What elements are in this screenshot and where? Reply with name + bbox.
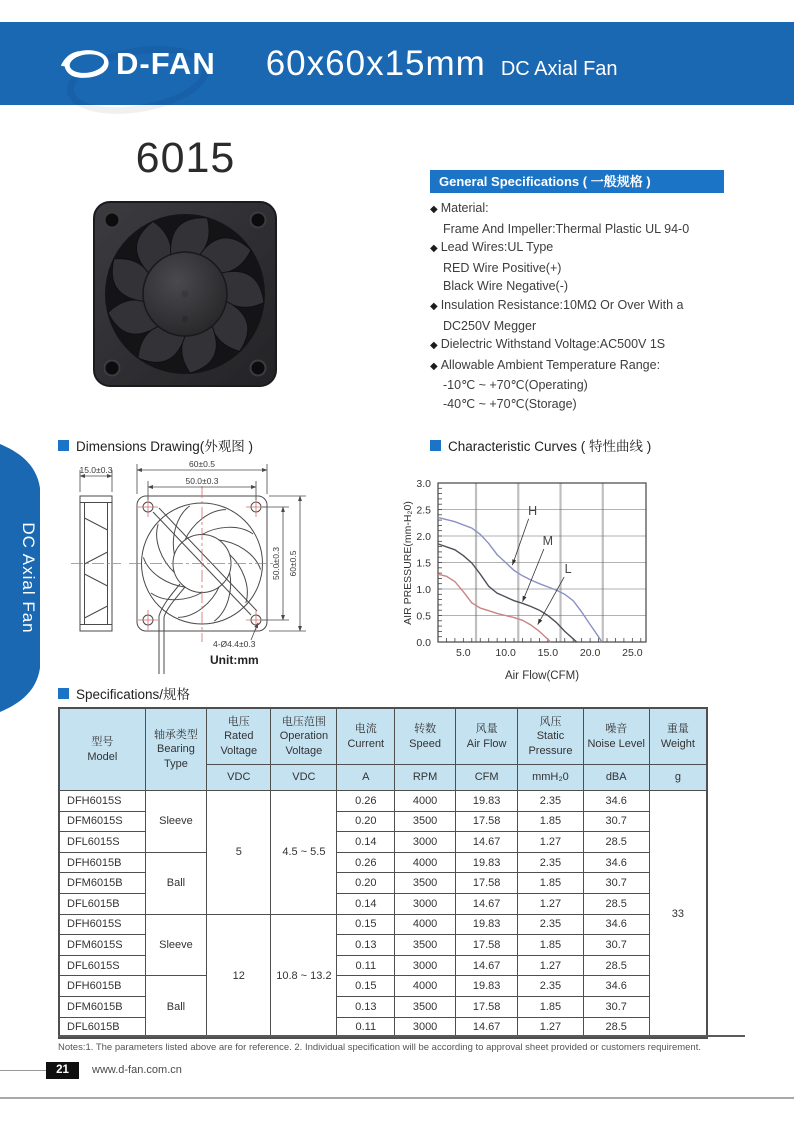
side-tab-label: DC Axial Fan: [19, 522, 38, 634]
pressure-cell: 1.85: [518, 996, 583, 1017]
airflow-cell: 19.83: [456, 791, 518, 812]
model-cell: DFM6015S: [59, 935, 145, 956]
x-tick-label: 25.0: [622, 647, 643, 659]
pressure-cell: 2.35: [518, 976, 583, 997]
dimensions-title-text: Dimensions Drawing(外观图 ): [76, 439, 254, 454]
brand-name: D-FAN: [116, 45, 216, 81]
operation-voltage-cell: 4.5 ~ 5.5: [271, 791, 337, 915]
airflow-cell: 17.58: [456, 873, 518, 894]
col-unit: VDC: [271, 765, 337, 791]
airflow-cell: 17.58: [456, 935, 518, 956]
col-unit: CFM: [456, 765, 518, 791]
airflow-cell: 17.58: [456, 811, 518, 832]
brand-logo: [60, 46, 216, 82]
y-tick-label: 1.0: [416, 584, 431, 596]
curves-chart: [400, 455, 760, 705]
pressure-cell: 1.85: [518, 873, 583, 894]
airflow-cell: 19.83: [456, 914, 518, 935]
pressure-cell: 1.27: [518, 893, 583, 914]
fan-photo: [92, 198, 280, 390]
general-specs-list: [430, 199, 724, 414]
spec-line: -40℃ ~ +70℃(Storage): [443, 396, 577, 411]
spec-line: ◆ Lead Wires:UL Type: [430, 240, 554, 255]
speed-cell: 3500: [395, 873, 456, 894]
spec-table: [58, 707, 708, 1039]
general-specs-title: General Specifications ( 一般规格 ): [430, 170, 724, 193]
col-header: 风压 Static Pressure: [518, 708, 583, 765]
model-cell: DFM6015B: [59, 996, 145, 1017]
model-cell: DFL6015B: [59, 893, 145, 914]
notes-text: Notes:1. The parameters listed above are for reference. 2. Individual specification will be according to approval sheet provided or customers requirement.: [58, 1042, 701, 1053]
curve-M: [438, 544, 577, 642]
side-tab: [0, 434, 46, 722]
pressure-cell: 1.27: [518, 1017, 583, 1038]
pressure-cell: 1.85: [518, 935, 583, 956]
diamond-bullet-icon: ◆: [430, 340, 438, 352]
spec-table-head: [59, 708, 707, 791]
speed-cell: 3000: [395, 832, 456, 853]
bearing-cell: Ball: [145, 976, 207, 1038]
spec-line: -10℃ ~ +70℃(Operating): [443, 378, 588, 393]
current-cell: 0.20: [337, 873, 395, 894]
airflow-cell: 17.58: [456, 996, 518, 1017]
y-tick-label: 2.5: [416, 504, 431, 517]
spec-line: DC250V Megger: [443, 318, 537, 333]
model-cell: DFM6015S: [59, 811, 145, 832]
page-badge-line: [0, 1070, 46, 1071]
current-cell: 0.15: [337, 976, 395, 997]
dim-width-outer: 60±0.5: [189, 459, 215, 469]
y-axis-label: AIR PRESSURE(mm-H₂0): [402, 501, 414, 625]
noise-cell: 28.5: [583, 1017, 649, 1038]
y-tick-label: 3.0: [416, 478, 431, 490]
unit-label: Unit:mm: [210, 653, 259, 667]
spec-line: Frame And Impeller:Thermal Plastic UL 94-0: [443, 221, 690, 236]
dim-depth: 15.0±0.3: [79, 465, 113, 475]
fan-type-subtitle: DC Axial Fan: [500, 57, 618, 80]
y-tick-label: 2.0: [416, 531, 431, 543]
spec-line: ◆ Dielectric Withstand Voltage:AC500V 1S: [430, 337, 666, 352]
noise-cell: 30.7: [583, 996, 649, 1017]
speed-cell: 4000: [395, 852, 456, 873]
col-unit: dBA: [583, 765, 649, 791]
pressure-cell: 2.35: [518, 791, 583, 812]
model-number: 6015: [135, 134, 236, 182]
rated-voltage-cell: 12: [207, 914, 271, 1038]
model-cell: DFH6015S: [59, 914, 145, 935]
rated-voltage-cell: 5: [207, 791, 271, 915]
col-unit: VDC: [207, 765, 271, 791]
col-header: 型号 Model: [59, 708, 145, 791]
section-bullet-icon: [58, 440, 69, 451]
col-header: 风量 Air Flow: [456, 708, 518, 765]
noise-cell: 34.6: [583, 852, 649, 873]
table-row: [59, 791, 707, 812]
x-tick-label: 15.0: [537, 647, 559, 659]
current-cell: 0.11: [337, 955, 395, 976]
x-tick-label: 10.0: [495, 647, 516, 659]
model-cell: DFL6015S: [59, 955, 145, 976]
header-band: [0, 22, 794, 105]
noise-cell: 28.5: [583, 955, 649, 976]
col-header: 轴承类型 Bearing Type: [145, 708, 207, 791]
current-cell: 0.13: [337, 996, 395, 1017]
noise-cell: 30.7: [583, 811, 649, 832]
curves-title-text: Characteristic Curves ( 特性曲线 ): [448, 439, 652, 454]
diamond-bullet-icon: ◆: [430, 300, 438, 312]
pressure-cell: 2.35: [518, 852, 583, 873]
dim-holes: 4-Ø4.4±0.3: [213, 639, 256, 649]
website-url: www.d-fan.com.cn: [92, 1064, 182, 1076]
current-cell: 0.15: [337, 914, 395, 935]
model-cell: DFH6015B: [59, 976, 145, 997]
current-cell: 0.13: [337, 935, 395, 956]
operation-voltage-cell: 10.8 ~ 13.2: [271, 914, 337, 1038]
x-tick-label: 20.0: [579, 647, 601, 659]
noise-cell: 34.6: [583, 791, 649, 812]
col-header: 电压范围 Operation Voltage: [271, 708, 337, 765]
speed-cell: 4000: [395, 914, 456, 935]
bottom-divider: [0, 1097, 794, 1099]
noise-cell: 28.5: [583, 893, 649, 914]
fan-size-title: 60x60x15mm: [265, 43, 486, 83]
col-unit: RPM: [395, 765, 456, 791]
pressure-cell: 1.85: [518, 811, 583, 832]
dimensions-section-title: [58, 435, 253, 455]
specs-title-text: Specifications/规格: [76, 687, 191, 702]
bearing-cell: Sleeve: [145, 791, 207, 853]
curve-annotation: H: [528, 503, 538, 518]
x-tick-label: 5.0: [456, 647, 471, 659]
col-unit: A: [337, 765, 395, 791]
table-row: [59, 976, 707, 997]
y-tick-label: 1.5: [416, 557, 431, 570]
table-row: [59, 914, 707, 935]
speed-cell: 4000: [395, 791, 456, 812]
pressure-cell: 1.27: [518, 955, 583, 976]
noise-cell: 30.7: [583, 935, 649, 956]
speed-cell: 4000: [395, 976, 456, 997]
speed-cell: 3500: [395, 811, 456, 832]
speed-cell: 3000: [395, 955, 456, 976]
speed-cell: 3500: [395, 935, 456, 956]
noise-cell: 34.6: [583, 914, 649, 935]
model-cell: DFH6015B: [59, 852, 145, 873]
y-tick-label: 0.5: [416, 610, 431, 623]
col-header: 电流 Current: [337, 708, 395, 765]
current-cell: 0.14: [337, 832, 395, 853]
airflow-cell: 14.67: [456, 893, 518, 914]
swoosh-logo-icon: [60, 47, 112, 81]
col-header: 噪音 Noise Level: [583, 708, 649, 765]
dimensions-drawing: [55, 456, 395, 696]
current-cell: 0.14: [337, 893, 395, 914]
noise-cell: 28.5: [583, 832, 649, 853]
model-cell: DFL6015B: [59, 1017, 145, 1038]
spec-table-body: [59, 791, 707, 1039]
airflow-cell: 14.67: [456, 1017, 518, 1038]
dim-width-holes: 50.0±0.3: [185, 476, 219, 486]
pressure-cell: 2.35: [518, 914, 583, 935]
diamond-bullet-icon: ◆: [430, 360, 438, 372]
section-bullet-icon: [430, 440, 441, 451]
speed-cell: 3000: [395, 1017, 456, 1038]
current-cell: 0.26: [337, 852, 395, 873]
bearing-cell: Ball: [145, 852, 207, 914]
y-tick-label: 0.0: [416, 637, 431, 649]
curves-section-title: [430, 435, 651, 455]
spec-line: ◆ Insulation Resistance:10MΩ Or Over With a: [430, 297, 684, 312]
curve-annotation: L: [564, 562, 572, 577]
airflow-cell: 14.67: [456, 832, 518, 853]
speed-cell: 3000: [395, 893, 456, 914]
notes-divider: [58, 1035, 745, 1037]
col-header: 电压 Rated Voltage: [207, 708, 271, 765]
col-unit: mmH₂0: [518, 765, 583, 791]
col-header: 重量 Weight: [649, 708, 707, 765]
spec-line: ◆ Material:: [430, 201, 489, 215]
spec-line: Black Wire Negative(-): [443, 279, 569, 294]
curve-annotation: M: [542, 534, 554, 549]
current-cell: 0.26: [337, 791, 395, 812]
dim-height-outer: 60±0.5: [288, 550, 298, 577]
spec-line: ◆ Allowable Ambient Temperature Range:: [430, 357, 661, 372]
x-axis-label: Air Flow(CFM): [504, 670, 580, 682]
airflow-cell: 14.67: [456, 955, 518, 976]
diamond-bullet-icon: ◆: [430, 204, 438, 215]
spec-line: RED Wire Positive(+): [443, 260, 562, 275]
dim-height-holes: 50.0±0.3: [271, 546, 281, 581]
table-row: [59, 852, 707, 873]
current-cell: 0.20: [337, 811, 395, 832]
hub-screw: [182, 316, 188, 322]
airflow-cell: 19.83: [456, 976, 518, 997]
airflow-cell: 19.83: [456, 852, 518, 873]
page-title: [266, 44, 618, 84]
side-tab-shape: [0, 434, 46, 722]
model-cell: DFM6015B: [59, 873, 145, 894]
current-cell: 0.11: [337, 1017, 395, 1038]
col-unit: g: [649, 765, 707, 791]
col-header: 转数 Speed: [395, 708, 456, 765]
weight-cell: 33: [649, 791, 707, 1039]
model-cell: DFH6015S: [59, 791, 145, 812]
noise-cell: 34.6: [583, 976, 649, 997]
model-cell: DFL6015S: [59, 832, 145, 853]
hub-center: [182, 291, 189, 298]
general-specifications: [430, 170, 724, 414]
speed-cell: 3500: [395, 996, 456, 1017]
diamond-bullet-icon: ◆: [430, 243, 438, 255]
noise-cell: 30.7: [583, 873, 649, 894]
bearing-cell: Sleeve: [145, 914, 207, 976]
page-number-badge: 21: [46, 1062, 79, 1079]
pressure-cell: 1.27: [518, 832, 583, 853]
